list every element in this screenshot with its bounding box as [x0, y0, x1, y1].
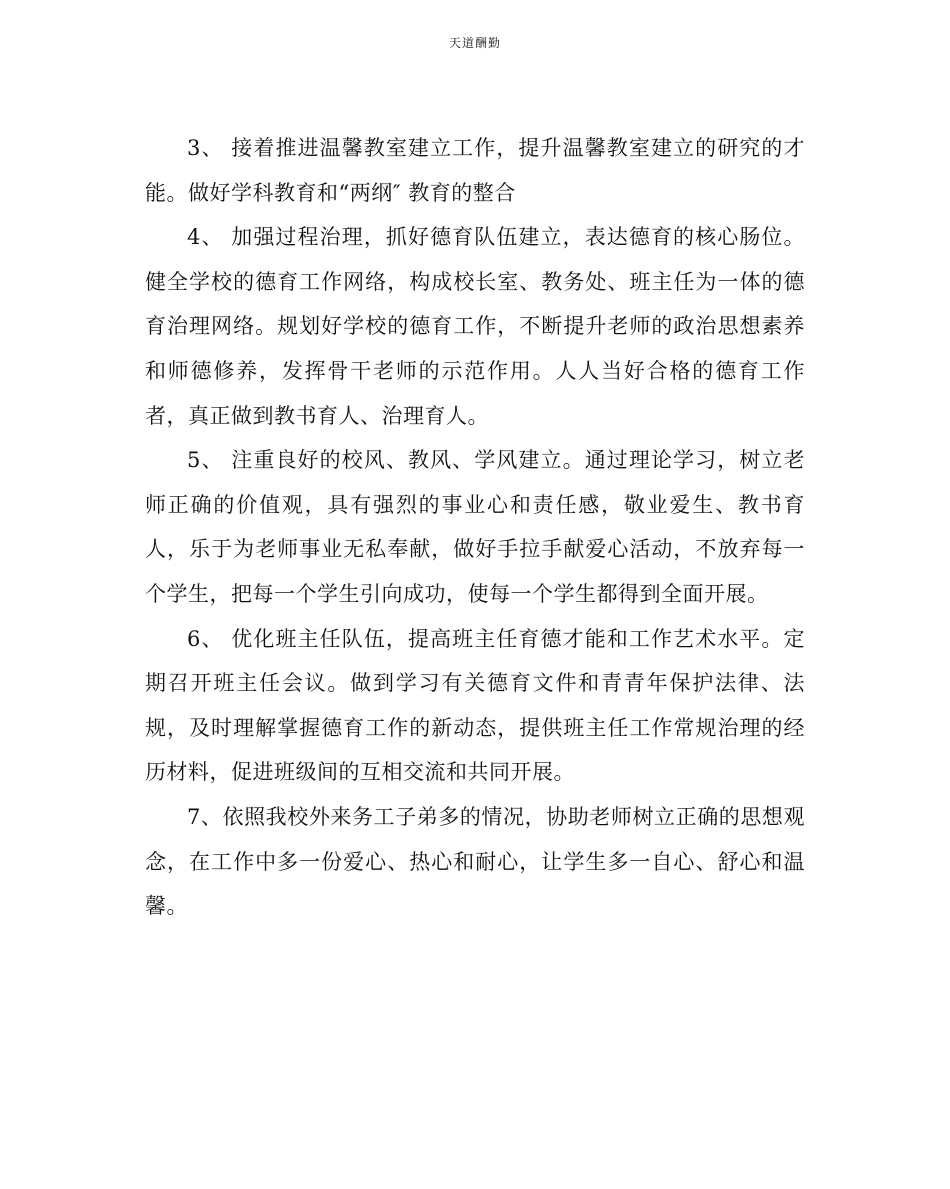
- paragraph-item-4: 4、 加强过程治理，抓好德育队伍建立，表达德育的核心肠位。健全学校的德育工作网络，构成校长室、教务处、班主任为一体的德育治理网络。规划好学校的德育工作，不断提升老师的政治思想素养和师德修养，发挥骨干老师的示范作用。人人当好合格的德育工作者，真正做到教书育人、治理育人。: [145, 225, 805, 428]
- paragraph-item-5: 5、 注重良好的校风、教风、学风建立。通过理论学习，树立老师正确的价值观，具有强烈的事业心和责任感，敬业爱生、教书育人，乐于为老师事业无私奉献，做好手拉手献爱心活动，不放弃每一个学生，把每一个学生引向成功，使每一个学生都得到全面开展。: [145, 448, 805, 606]
- paragraph-item-7: 7、依照我校外来务工子弟多的情况，协助老师树立正确的思想观念，在工作中多一份爱心、热心和耐心，让学生多一自心、舒心和温馨。: [145, 804, 805, 919]
- document-body: [145, 126, 805, 929]
- paragraph-item-6: 6、 优化班主任队伍，提高班主任育德才能和工作艺术水平。定期召开班主任会议。做到学习有关德育文件和青青年保护法律、法规，及时理解掌握德育工作的新动态，提供班主任工作常规治理的经历材料，促进班级间的互相交流和共同开展。: [145, 626, 805, 785]
- page-header: 天道酬勤: [448, 36, 501, 50]
- paragraph-item-3: 3、 接着推进温馨教室建立工作，提升温馨教室建立的研究的才能。做好学科教育和“两纲″ 教育的整合: [145, 136, 805, 205]
